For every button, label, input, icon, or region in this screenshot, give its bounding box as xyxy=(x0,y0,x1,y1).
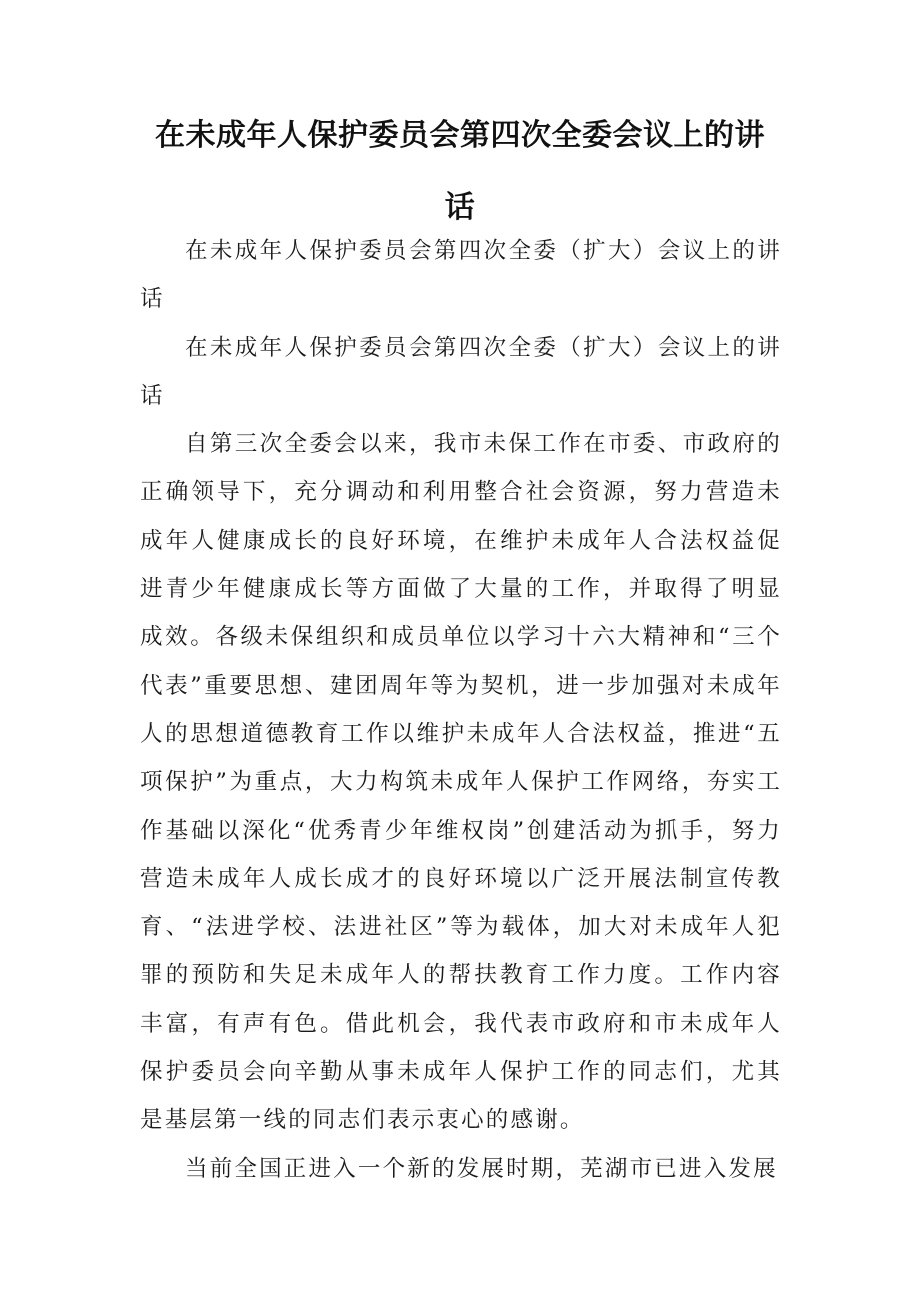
paragraph-subtitle-1: 在未成年人保护委员会第四次全委（扩大）会议上的讲话 xyxy=(140,238,782,313)
paragraph-main: 自第三次全委会以来，我市未保工作在市委、市政府的正确领导下，充分调动和利用整合社会资源，努力营造未成年人健康成长的良好环境，在维护未成年人合法权益促进青少年健康成长等方面做了大量的工作，并取得了明显成效。各级未保组织和成员单位以学习十六大精神和“三个代表”重要思想、建团周年等为契机，进一步加强对未成年人的思想道德教育工作以维护未成年人合法权益，推进“五项保护”为重点，大力构筑未成年人保护工作网络，夯实工作基础以深化“优秀青少年维权岗”创建活动为抓手，努力营造未成年人成长成才的良好环境以广泛开展法制宣传教育、“法进学校、法进社区”等为载体，加大对未成年人犯罪的预防和失足未成年人的帮扶教育工作力度。工作内容丰富，有声有色。借此机会，我代表市政府和市未成年人保护委员会向辛勤从事未成年人保护工作的同志们，尤其是基层第一线的同志们表示衷心的感谢。 xyxy=(140,431,782,1134)
document-title: 在未成年人保护委员会第四次全委会议上的讲话 xyxy=(155,118,765,225)
paragraph-subtitle-2: 在未成年人保护委员会第四次全委（扩大）会议上的讲话 xyxy=(140,334,782,409)
document-body xyxy=(140,227,782,1193)
paragraph-continuation: 当前全国正进入一个新的发展时期，芜湖市已进入发展 xyxy=(185,1155,778,1182)
